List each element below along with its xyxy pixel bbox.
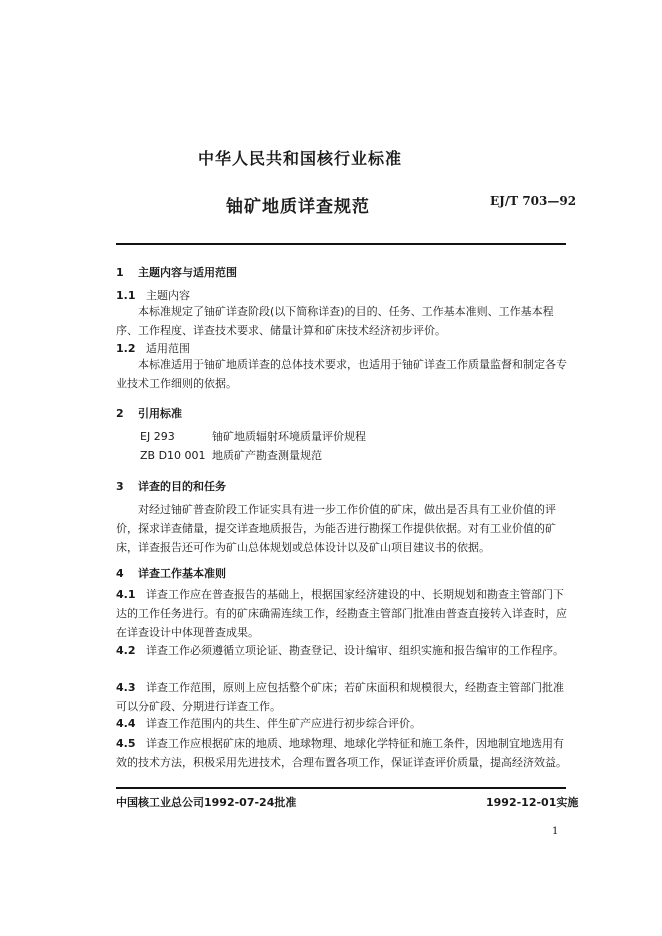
clause-4-4 [116, 714, 568, 733]
bottom-divider [116, 787, 566, 789]
document-title: 铀矿地质详查规范 [226, 197, 370, 217]
section-1-1-paragraph: 本标准规定了铀矿详查阶段(以下简称详查)的目的、任务、工作基本准则、工作基本程序、工作程度、详查技术要求、储量计算和矿床技术经济初步评价。 [116, 305, 554, 337]
subsection-title: 适用范围 [146, 342, 190, 355]
section-2-heading [116, 405, 182, 421]
section-1-2-heading [116, 340, 190, 356]
effective-date: 1992-12-01实施 [486, 796, 579, 809]
clause-4-5 [116, 734, 568, 772]
clause-4-2 [116, 641, 568, 660]
section-title: 主题内容与适用范围 [138, 266, 237, 279]
reference-code: EJ 293 [140, 430, 175, 443]
subsection-title: 主题内容 [146, 289, 190, 302]
reference-code: ZB D10 001 [140, 449, 206, 462]
section-number: 3 [116, 480, 124, 493]
section-3-paragraph: 对经过铀矿普查阶段工作证实具有进一步工作价值的矿床，做出是否具有工业价值的评价，探求详查储量，提交详查地质报告，为能否进行勘探工作提供依据。对有工业价值的矿床，详查报告还可作为矿山总体规划或总体设计以及矿山项目建议书的依据。 [116, 503, 556, 554]
clause-text: 详查工作应在普查报告的基础上，根据国家经济建设的中、长期规划和勘查主管部门下达的工作任务进行。有的矿床确需连续工作，经勘查主管部门批准由普查直接转入详查时，应在详查设计中体现普查成果。 [116, 588, 567, 639]
clause-number: 4.2 [116, 644, 136, 657]
reference-name: 铀矿地质辐射环境质量评价规程 [212, 430, 366, 443]
clause-text: 详查工作范围，原则上应包括整个矿床；若矿床面积和规模很大，经勘查主管部门批准可以分矿段、分期进行详查工作。 [116, 681, 564, 713]
section-4-heading [116, 565, 226, 581]
reference-name: 地质矿产勘查测量规范 [212, 449, 322, 462]
clause-number: 4.4 [116, 717, 136, 730]
subsection-number: 1.2 [116, 342, 136, 355]
page-number: 1 [552, 826, 559, 837]
section-title: 详查工作基本准则 [138, 567, 226, 580]
clause-number: 4.1 [116, 588, 136, 601]
approval-note: 中国核工业总公司1992-07-24批准 [116, 796, 297, 809]
clause-text: 详查工作范围内的共生、伴生矿产应进行初步综合评价。 [146, 717, 421, 730]
clause-4-1 [116, 585, 568, 642]
clause-number: 4.3 [116, 681, 136, 694]
section-number: 1 [116, 266, 124, 279]
section-1-1-heading [116, 287, 190, 303]
section-3-heading [116, 478, 226, 494]
clause-text: 详查工作必须遵循立项论证、勘查登记、设计编审、组织实施和报告编审的工作程序。 [146, 644, 564, 657]
section-number: 2 [116, 407, 124, 420]
clause-text: 详查工作应根据矿床的地质、地球物理、地球化学特征和施工条件，因地制宜地选用有效的技术方法，积极采用先进技术，合理布置各项工作，保证详查评价质量，提高经济效益。 [116, 737, 567, 769]
reference-item [140, 447, 322, 463]
reference-item [140, 428, 366, 444]
section-number: 4 [116, 567, 124, 580]
clause-number: 4.5 [116, 737, 136, 750]
standard-number: EJ/T 703—92 [490, 194, 577, 208]
standard-category: 中华人民共和国核行业标准 [197, 149, 402, 168]
section-1-2-paragraph: 本标准适用于铀矿地质详查的总体技术要求，也适用于铀矿详查工作质量监督和制定各专业技术工作细则的依据。 [116, 358, 567, 390]
top-divider [116, 243, 566, 245]
section-title: 详查的目的和任务 [138, 480, 226, 493]
clause-4-3 [116, 678, 568, 716]
subsection-number: 1.1 [116, 289, 136, 302]
section-1-heading [116, 264, 237, 280]
section-title: 引用标准 [138, 407, 182, 420]
